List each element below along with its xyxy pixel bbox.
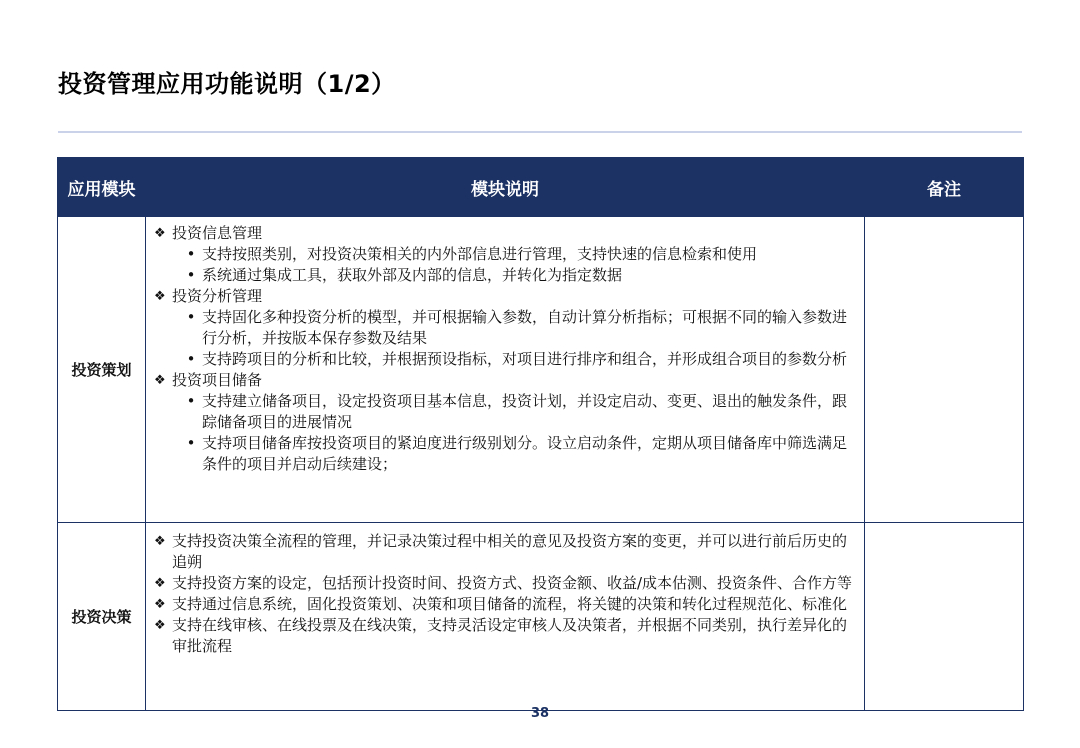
list-item: • 支持按照类别，对投资决策相关的内外部信息进行管理，支持快速的信息检索和使用: [154, 244, 856, 265]
list-item: • 支持建立储备项目，设定投资项目基本信息，投资计划，并设定启动、变更、退出的触发条件，跟踪储备项目的进展情况: [154, 391, 856, 433]
diamond-bullet-icon: ❖: [154, 226, 166, 241]
diamond-bullet-icon: ❖: [154, 618, 166, 633]
table-header-row: [58, 158, 1024, 217]
diamond-bullet-icon: ❖: [154, 289, 166, 304]
diamond-bullet-icon: ❖: [154, 373, 166, 388]
diamond-bullet-icon: ❖: [154, 534, 166, 549]
header-remark: 备注: [865, 158, 1024, 217]
dot-bullet-icon: •: [186, 308, 196, 326]
module-cell: 投资策划: [58, 217, 146, 523]
section-heading: ❖ 支持投资决策全流程的管理，并记录决策过程中相关的意见及投资方案的变更，并可以进行前后历史的追朔: [154, 532, 848, 571]
list-item: • 支持固化多种投资分析的模型，并可根据输入参数，自动计算分析指标；可根据不同的输入参数进行分析，并按版本保存参数及结果: [154, 307, 856, 349]
dot-bullet-icon: •: [186, 245, 196, 263]
header-description: 模块说明: [146, 158, 865, 217]
section-heading: ❖ 投资分析管理: [154, 287, 263, 305]
page-title: 投资管理应用功能说明（1/2）: [58, 70, 396, 98]
dot-bullet-icon: •: [186, 350, 196, 368]
dot-bullet-icon: •: [186, 434, 196, 452]
description-cell: [146, 523, 865, 711]
diamond-bullet-icon: ❖: [154, 576, 166, 591]
page-number: 38: [530, 706, 550, 721]
function-table: [57, 157, 1024, 711]
remark-cell: [865, 523, 1024, 711]
table-row: [58, 523, 1024, 711]
section-heading: ❖ 支持通过信息系统，固化投资策划、决策和项目储备的流程，将关键的决策和转化过程规范化、标准化: [154, 595, 848, 613]
list-item: • 支持跨项目的分析和比较，并根据预设指标，对项目进行排序和组合，并形成组合项目的参数分析: [154, 349, 856, 370]
dot-bullet-icon: •: [186, 266, 196, 284]
section-heading: ❖ 投资信息管理: [154, 224, 263, 242]
title-divider: [58, 131, 1022, 133]
list-item: • 支持项目储备库按投资项目的紧迫度进行级别划分。设立启动条件，定期从项目储备库中筛选满足条件的项目并启动后续建设；: [154, 433, 856, 475]
diamond-bullet-icon: ❖: [154, 597, 166, 612]
section-heading: ❖ 支持投资方案的设定，包括预计投资时间、投资方式、投资金额、收益/成本估测、投资条件、合作方等: [154, 574, 853, 592]
module-cell: 投资决策: [58, 523, 146, 711]
description-cell: [146, 217, 865, 523]
section-heading: ❖ 支持在线审核、在线投票及在线决策，支持灵活设定审核人及决策者，并根据不同类别，执行差异化的审批流程: [154, 616, 848, 655]
table-row: [58, 217, 1024, 523]
dot-bullet-icon: •: [186, 392, 196, 410]
list-item: • 系统通过集成工具，获取外部及内部的信息，并转化为指定数据: [154, 265, 856, 286]
header-module: 应用模块: [58, 158, 146, 217]
section-heading: ❖ 投资项目储备: [154, 371, 263, 389]
remark-cell: [865, 217, 1024, 523]
